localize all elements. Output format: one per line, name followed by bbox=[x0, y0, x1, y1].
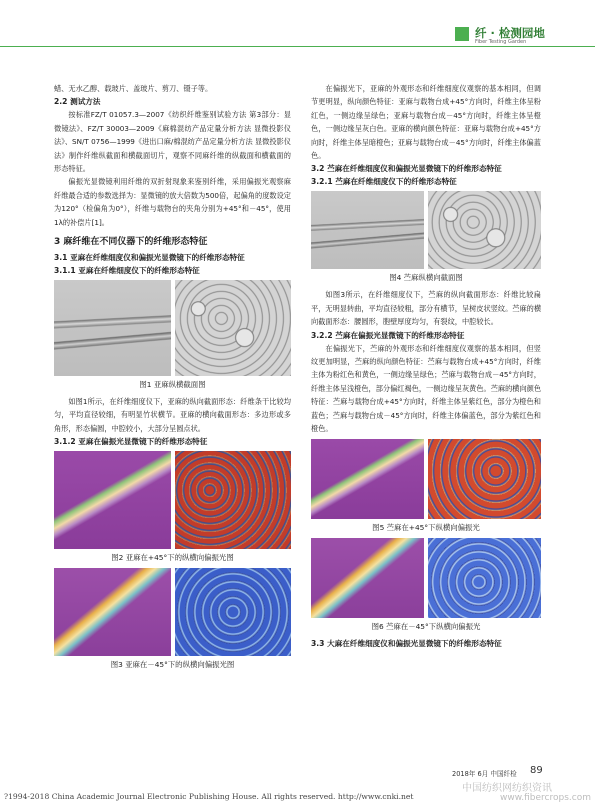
paragraph-ramie-fineness: 如图3所示，在纤维细度仪下，苎麻的纵向截面形态：纤维比较扁平，无明显转曲，平均直径较粗，部分有横节，呈树皮状竖纹。苎麻的横向截面形态：腰圆形，胞壁厚度均匀，有裂纹，中腔较长。 bbox=[311, 290, 542, 327]
heading-3-2: 3.2 苎麻在纤维细度仪和偏振光显微镜下的纤维形态特征 bbox=[311, 164, 502, 174]
watermark-url: www.fibercrops.com bbox=[500, 793, 591, 803]
heading-3-2-2: 3.2.2 苎麻在偏振光显微镜下的纤维形态特征 bbox=[311, 330, 465, 340]
heading-3-2-1: 3.2.1 苎麻在纤维细度仪下的纤维形态特征 bbox=[311, 177, 457, 187]
figure-5-caption: 图5 苎麻在+45°下纵横向偏振光 bbox=[372, 522, 480, 532]
copyright-footer: ?1994-2018 China Academic Journal Electronic Publishing House. All rights reserved. http://www.cnki.net bbox=[4, 792, 414, 801]
heading-3-1-2: 3.1.2 亚麻在偏振光显微镜下的纤维形态特征 bbox=[54, 437, 208, 447]
figure-3 bbox=[54, 568, 291, 656]
figure-6-cross-section-photo bbox=[428, 538, 541, 618]
figure-2-cross-section-photo bbox=[175, 451, 292, 549]
intro-line: 蜡、无水乙醇、载玻片、盖玻片、剪刀、镊子等。 bbox=[54, 84, 213, 93]
header-square-icon bbox=[455, 27, 469, 41]
paragraph-polarizing: 偏振光显微镜利用纤维的双折射现象来鉴别纤维，采用偏振光观察麻纤维最合适的参数选择为：显微镜的放大倍数为500倍，起偏角的度数设定为120°（检偏角为0°），纤维与载物台的夹角分别为+45°和－45°，使用1λ的补偿片[1]。 bbox=[54, 177, 291, 227]
paragraph-figure-1: 如图1所示，在纤维细度仪下，亚麻的纵向截面形态：纤维条干比较均匀，平均直径较细，有明显竹状横节。亚麻的横向截面形态：多边形或多角形，形态偏圆，中腔较小，大部分呈圆点状。 bbox=[54, 397, 291, 433]
heading-3: 3 麻纤维在不同仪器下的纤维形态特征 bbox=[54, 237, 208, 248]
figure-6-longitudinal-photo bbox=[311, 538, 424, 618]
figure-3-longitudinal-photo bbox=[54, 568, 171, 656]
watermark-text: 中国纺织网纺织资讯 bbox=[462, 783, 552, 794]
figure-5 bbox=[311, 439, 541, 519]
figure-1-cross-section-photo bbox=[175, 280, 292, 376]
figure-5-longitudinal-photo bbox=[311, 439, 424, 519]
issue-info: 2018年 6月 中国纤检 bbox=[452, 770, 517, 778]
figure-4 bbox=[311, 191, 541, 269]
left-column bbox=[54, 82, 291, 675]
figure-4-caption: 图4 苎麻纵横向截面图 bbox=[389, 273, 463, 283]
figure-6 bbox=[311, 538, 541, 618]
header-rule bbox=[0, 46, 595, 47]
figure-2 bbox=[54, 451, 291, 549]
figure-3-cross-section-photo bbox=[175, 568, 292, 656]
section-header bbox=[455, 24, 595, 46]
figure-3-caption: 图3 亚麻在－45°下的纵横向偏振光图 bbox=[110, 660, 235, 670]
paragraph-flax-polarized: 在偏振光下，亚麻的外观形态和纤维细度仪观察的基本相同，但调节更明显，纵向颜色特征：亚麻与载物台成+45°方向时，纤维主体呈粉红色，一侧边缘呈绿色；亚麻与载物台成－45°方向时，纤维主体呈橙色，一侧边缘呈灰白色。亚麻的横向颜色特征：亚麻与载物台成+45°方向时，纤维主体呈暗橙色；亚麻与载物台成－45°方向时，纤维主体偏蓝色。 bbox=[311, 84, 541, 161]
figure-1-longitudinal-photo bbox=[54, 280, 171, 376]
figure-2-caption: 图2 亚麻在+45°下的纵横向偏振光图 bbox=[111, 553, 234, 563]
figure-6-caption: 图6 苎麻在－45°下纵横向偏振光 bbox=[371, 621, 481, 631]
figure-2-longitudinal-photo bbox=[54, 451, 171, 549]
heading-3-1: 3.1 亚麻在纤维细度仪和偏振光显微镜下的纤维形态特征 bbox=[54, 253, 245, 263]
heading-3-3: 3.3 大麻在纤维细度仪和偏振光显微镜下的纤维形态特征 bbox=[311, 638, 502, 648]
section-subtitle: Fiber Testing Garden bbox=[475, 39, 527, 45]
heading-2-2: 2.2 测试方法 bbox=[54, 97, 101, 107]
right-column bbox=[311, 82, 541, 650]
paragraph-ramie-polarized: 在偏振光下，苎麻的外观形态和纤维细度仪观察的基本相同，但竖纹更加明显，苎麻的纵向颜色特征：苎麻与载物台成+45°方向时，纤维主体为粉红色和黄色，一侧边缘呈绿色；苎麻与载物台成－45°方向时，纤维主体呈浅橙色，部分偏红褐色，一侧边缘呈灰黄色。苎麻的横向颜色特征：苎麻与载物台成+45°方向时，纤维主体呈紫红色，部分为橙色和蓝色；苎麻与载物台成－45°方向时，纤维主体偏蓝色，部分为紫红色和橙色。 bbox=[311, 343, 542, 434]
figure-1 bbox=[54, 280, 291, 376]
paragraph-method: 按标准FZ/T 01057.3—2007《纺织纤维鉴别试验方法 第3部分：显微镜法》、FZ/T 30003—2009《麻棉混纺产品定量分析方法 显微投影仪法》、SN/T 0756—1999《进出口麻/棉混纺产品定量分析方法 显微投影仪法》制作纤维纵截面和横截面切片，观察不同麻纤维的纵截面和横截面的形态特征。 bbox=[54, 110, 291, 174]
heading-3-1-1: 3.1.1 亚麻在纤维细度仪下的纤维形态特征 bbox=[54, 266, 200, 276]
section-title: 纤 · 检测园地 bbox=[475, 26, 545, 40]
figure-4-cross-section-photo bbox=[428, 191, 541, 269]
figure-1-caption: 图1 亚麻纵横截面图 bbox=[139, 380, 206, 390]
figure-4-longitudinal-photo bbox=[311, 191, 424, 269]
page-number: 89 bbox=[530, 765, 543, 776]
figure-5-cross-section-photo bbox=[428, 439, 541, 519]
